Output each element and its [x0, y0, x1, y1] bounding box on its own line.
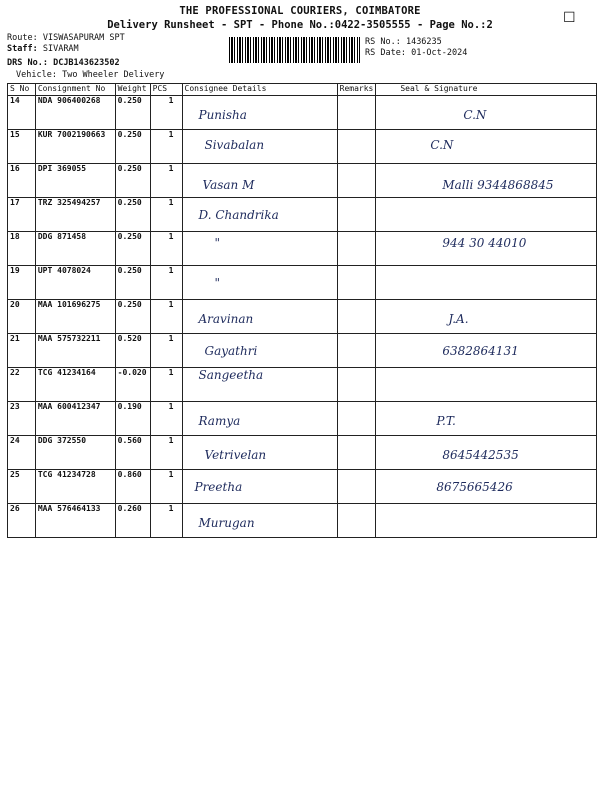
- col-consignee: Consignee Details: [182, 84, 337, 96]
- corner-mark-icon: ☐: [563, 10, 576, 26]
- row-consignee: [182, 470, 337, 504]
- row-weight-text: 0.250: [117, 266, 142, 275]
- table-row: [8, 504, 597, 538]
- row-weight: [115, 300, 150, 334]
- barcode-icon: [229, 37, 360, 63]
- row-consignee-text: D. Chandrika: [198, 208, 279, 222]
- row-pcs-text: 1: [168, 368, 174, 377]
- row-weight-text: 0.860: [117, 470, 142, 479]
- row-sno: [8, 504, 36, 538]
- row-weight: [115, 96, 150, 130]
- row-consignment: [35, 96, 115, 130]
- row-pcs: [150, 368, 182, 402]
- row-consignee: [182, 96, 337, 130]
- row-sno: [8, 232, 36, 266]
- row-pcs: [150, 402, 182, 436]
- row-consignee: [182, 368, 337, 402]
- row-pcs: [150, 266, 182, 300]
- row-pcs-text: 1: [168, 436, 174, 445]
- row-consignment: [35, 436, 115, 470]
- row-sno: [8, 130, 36, 164]
- row-sno-text: 18: [10, 232, 20, 241]
- row-signature: [376, 232, 597, 266]
- row-pcs: [150, 232, 182, 266]
- row-consignment: [35, 130, 115, 164]
- row-pcs: [150, 436, 182, 470]
- row-consignee: [182, 164, 337, 198]
- row-consignment: [35, 198, 115, 232]
- row-signature: [376, 334, 597, 368]
- row-consignment: [35, 232, 115, 266]
- row-signature: [376, 300, 597, 334]
- col-consignment: Consignment No: [35, 84, 115, 96]
- row-signature-text: C.N: [463, 108, 487, 122]
- row-pcs-text: 1: [168, 504, 174, 513]
- row-consignee-text: Murugan: [198, 516, 255, 530]
- row-pcs: [150, 300, 182, 334]
- drs-label: DRS No.:: [7, 58, 48, 68]
- col-sno: S No: [8, 84, 36, 96]
- row-weight-text: 0.250: [117, 232, 142, 241]
- row-consignment-text: UPT 4078024: [37, 266, 91, 275]
- row-sno-text: 23: [10, 402, 20, 411]
- row-sno-text: 16: [10, 164, 20, 173]
- col-signature: Seal & Signature: [376, 84, 597, 96]
- row-consignment-text: KUR 7002190663: [37, 130, 106, 139]
- row-consignment-text: MAA 575732211: [37, 334, 101, 343]
- vehicle-value: Two Wheeler Delivery: [62, 70, 165, 80]
- row-consignment: [35, 164, 115, 198]
- row-consignment-text: NDA 906400268: [37, 96, 101, 105]
- table-row: [8, 164, 597, 198]
- row-signature: [376, 504, 597, 538]
- row-weight: [115, 334, 150, 368]
- row-pcs-text: 1: [168, 300, 174, 309]
- row-signature-text: Malli 9344868845: [442, 178, 554, 192]
- table-row: [8, 266, 597, 300]
- row-consignment-text: MAA 600412347: [37, 402, 101, 411]
- drs-value: DCJB143623502: [53, 58, 120, 68]
- row-sno: [8, 470, 36, 504]
- row-consignee-text: Sangeetha: [198, 368, 264, 382]
- row-pcs: [150, 504, 182, 538]
- col-remarks: Remarks: [337, 84, 376, 96]
- row-sno-text: 21: [10, 334, 20, 343]
- row-consignee-text: Vasan M: [202, 178, 255, 192]
- row-consignee: [182, 266, 337, 300]
- row-pcs-text: 1: [168, 402, 174, 411]
- row-signature-text: 8645442535: [442, 448, 519, 462]
- row-consignee-text: Gayathri: [204, 344, 258, 358]
- row-consignment: [35, 266, 115, 300]
- row-sno: [8, 402, 36, 436]
- drs-line: [7, 58, 120, 68]
- row-sno-text: 14: [10, 96, 20, 105]
- row-sno: [8, 300, 36, 334]
- row-signature-text: 944 30 44010: [442, 236, 527, 250]
- row-weight-text: 0.250: [117, 96, 142, 105]
- row-consignment: [35, 334, 115, 368]
- row-consignee: [182, 198, 337, 232]
- row-sno-text: 25: [10, 470, 20, 479]
- table-row: [8, 300, 597, 334]
- row-sno: [8, 436, 36, 470]
- row-sno-text: 24: [10, 436, 20, 445]
- row-consignment-text: DPI 369055: [37, 164, 87, 173]
- row-consignment-text: MAA 576464133: [37, 504, 101, 513]
- row-pcs: [150, 130, 182, 164]
- row-sno-text: 26: [10, 504, 20, 513]
- runsheet-subtitle: Delivery Runsheet - SPT - Phone No.:0422-3505555 - Page No.:2: [107, 19, 493, 31]
- table-row: [8, 334, 597, 368]
- vehicle-line: [16, 70, 164, 80]
- row-signature: [376, 436, 597, 470]
- row-weight: [115, 470, 150, 504]
- row-consignee: [182, 300, 337, 334]
- route-line: [7, 33, 125, 43]
- row-signature-text: C.N: [430, 138, 454, 152]
- row-pcs-text: 1: [168, 130, 174, 139]
- rs-no-line: [365, 37, 442, 47]
- row-signature: [376, 402, 597, 436]
- route-label: Route:: [7, 33, 38, 43]
- row-weight-text: 0.250: [117, 164, 142, 173]
- row-consignment: [35, 504, 115, 538]
- rs-no-value: 1436235: [405, 37, 442, 47]
- row-consignee-text: ": [214, 276, 221, 290]
- row-consignment-text: MAA 101696275: [37, 300, 101, 309]
- row-consignment-text: TCG 41234164: [37, 368, 96, 377]
- row-consignment-text: TCG 41234728: [37, 470, 96, 479]
- row-pcs-text: 1: [168, 198, 174, 207]
- row-weight: [115, 368, 150, 402]
- row-weight: [115, 164, 150, 198]
- row-consignee: [182, 436, 337, 470]
- row-weight-text: 0.250: [117, 300, 142, 309]
- row-pcs: [150, 164, 182, 198]
- row-signature: [376, 164, 597, 198]
- row-pcs-text: 1: [168, 470, 174, 479]
- row-pcs: [150, 470, 182, 504]
- row-weight-text: 0.560: [117, 436, 142, 445]
- row-consignee-text: Sivabalan: [204, 138, 265, 152]
- rs-date-value: 01-Oct-2024: [411, 48, 468, 58]
- row-pcs: [150, 96, 182, 130]
- table-row: [8, 232, 597, 266]
- row-consignee-text: Vetrivelan: [204, 448, 267, 462]
- row-signature: [376, 130, 597, 164]
- rs-date-label: RS Date:: [365, 48, 406, 58]
- row-weight: [115, 198, 150, 232]
- table-row: [8, 470, 597, 504]
- row-weight-text: 0.520: [117, 334, 142, 343]
- col-pcs: PCS: [150, 84, 182, 96]
- table-row: [8, 368, 597, 402]
- row-sno: [8, 368, 36, 402]
- row-weight-text: 0.260: [117, 504, 142, 513]
- row-consignee: [182, 232, 337, 266]
- row-sno: [8, 198, 36, 232]
- row-weight: [115, 130, 150, 164]
- row-weight: [115, 402, 150, 436]
- row-sno-text: 17: [10, 198, 20, 207]
- row-consignee-text: Preetha: [194, 480, 243, 494]
- row-pcs: [150, 334, 182, 368]
- row-signature: [376, 470, 597, 504]
- row-consignee-text: Aravinan: [198, 312, 254, 326]
- runsheet-table: [7, 83, 597, 538]
- row-weight-text: 0.250: [117, 198, 142, 207]
- row-consignee: [182, 504, 337, 538]
- row-weight: [115, 266, 150, 300]
- row-consignment-text: TRZ 325494257: [37, 198, 101, 207]
- row-signature-text: P.T.: [436, 414, 456, 428]
- row-pcs-text: 1: [168, 96, 174, 105]
- row-weight: [115, 436, 150, 470]
- row-sno: [8, 334, 36, 368]
- row-signature-text: J.A.: [448, 312, 469, 326]
- table-header-row: [8, 84, 597, 96]
- staff-line: [7, 44, 79, 54]
- table-row: [8, 96, 597, 130]
- row-signature: [376, 198, 597, 232]
- row-weight: [115, 504, 150, 538]
- rs-no-label: RS No.:: [365, 37, 401, 47]
- row-signature: [376, 368, 597, 402]
- row-signature-text: 6382864131: [442, 344, 519, 358]
- row-pcs-text: 1: [168, 334, 174, 343]
- table-row: [8, 198, 597, 232]
- row-pcs-text: 1: [168, 232, 174, 241]
- row-consignee: [182, 130, 337, 164]
- row-consignment: [35, 470, 115, 504]
- row-pcs-text: 1: [168, 266, 174, 275]
- row-consignee: [182, 402, 337, 436]
- row-consignment: [35, 300, 115, 334]
- rs-date-line: [365, 48, 467, 58]
- staff-value: SIVARAM: [42, 44, 79, 54]
- staff-label: Staff:: [7, 44, 38, 54]
- row-consignee-text: Punisha: [198, 108, 247, 122]
- row-consignment: [35, 402, 115, 436]
- table-row: [8, 436, 597, 470]
- row-pcs-text: 1: [168, 164, 174, 173]
- row-consignee-text: ": [214, 236, 221, 250]
- row-signature-text: 8675665426: [436, 480, 513, 494]
- row-consignment-text: DDG 372550: [37, 436, 87, 445]
- row-consignee: [182, 334, 337, 368]
- row-sno: [8, 164, 36, 198]
- row-sno-text: 22: [10, 368, 20, 377]
- table-row: [8, 402, 597, 436]
- row-sno-text: 19: [10, 266, 20, 275]
- row-sno-text: 20: [10, 300, 20, 309]
- row-weight-text: -0.020: [117, 368, 147, 377]
- company-title: THE PROFESSIONAL COURIERS, COIMBATORE: [179, 5, 421, 17]
- vehicle-label: Vehicle:: [16, 70, 57, 80]
- row-sno: [8, 266, 36, 300]
- row-signature: [376, 266, 597, 300]
- route-value: VISWASAPURAM SPT: [42, 33, 125, 43]
- row-pcs: [150, 198, 182, 232]
- col-weight: Weight: [115, 84, 150, 96]
- row-weight-text: 0.190: [117, 402, 142, 411]
- row-consignee-text: Ramya: [198, 414, 241, 428]
- row-sno-text: 15: [10, 130, 20, 139]
- row-signature: [376, 96, 597, 130]
- row-consignment-text: DDG 871458: [37, 232, 87, 241]
- row-weight-text: 0.250: [117, 130, 142, 139]
- row-sno: [8, 96, 36, 130]
- row-consignment: [35, 368, 115, 402]
- table-row: [8, 130, 597, 164]
- row-weight: [115, 232, 150, 266]
